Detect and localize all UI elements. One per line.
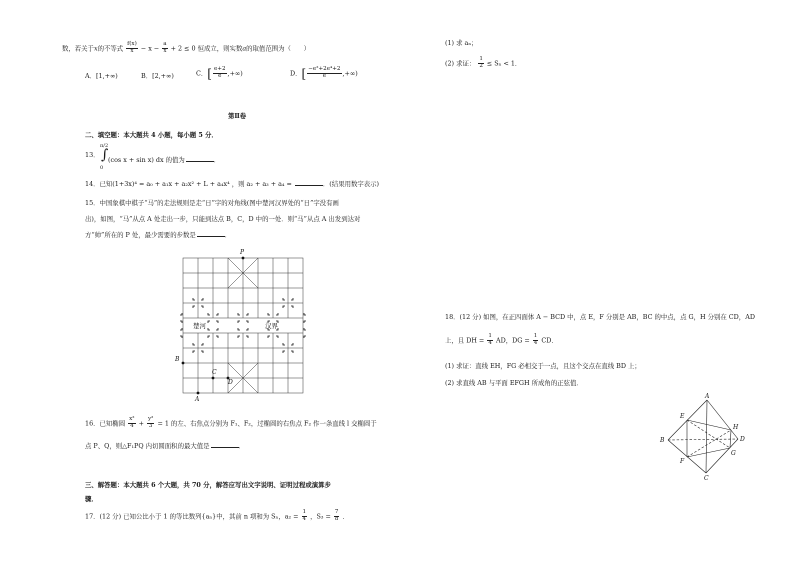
section2-heading: 二、填空题：本大题共 4 小题，每小题 5 分． <box>85 131 218 139</box>
label-d: D <box>228 379 233 386</box>
vertex-label-b: B <box>660 437 665 444</box>
q13: 13． <box>85 151 100 159</box>
point-p <box>242 257 245 260</box>
vertex-label-d: D <box>740 436 745 443</box>
point-label-g: G <box>731 450 736 457</box>
tetrahedron-figure <box>660 395 750 480</box>
answer-blank <box>197 236 225 237</box>
q16-line2: 点 P、Q，则△F₁PQ 内切圆面积的最大值是 ． <box>85 442 245 450</box>
q13-integral: π/2 <box>100 143 109 149</box>
edge-ac <box>706 400 707 473</box>
edge-ad <box>707 400 738 439</box>
label-b: B <box>175 356 180 363</box>
label-p: P <box>240 249 245 256</box>
point-b <box>182 362 185 365</box>
q18-part2: (2) 求直线 AB 与平面 EFGH 所成角的正弦值． <box>445 379 583 387</box>
option-b: B．[2,+∞) <box>141 72 174 80</box>
q18-line2: 上，且 DH = $\frac{1}{4}$ AD，DG = $\frac{1}{4}$ CD． <box>445 333 558 346</box>
edge-eg-hidden <box>687 420 730 448</box>
point-a <box>197 392 200 395</box>
river-left-label: 楚河 <box>193 322 206 330</box>
point-label-f: F <box>680 458 685 465</box>
option-c: C．[ $\frac{e+2}{e}$ ,+∞) <box>196 66 243 81</box>
q18-line1: 18．(12 分) 如图，在正四面体 A − BCD 中，点 E，F 分别是 AB，BC 的中点，点 G，H 分别在 CD，AD <box>445 313 755 321</box>
q15-line1: 15．中国象棋中棋子“马”的走法规则是走“日”字的对角线(图中楚河汉界处的“日”字没有画 <box>85 199 339 207</box>
top-question-stem: 数，若关于x的不等式 $\frac{f(x)}{x}$ − x − $\frac{a}{x}$ + 2 ≤ 0 恒成立，则实数a的取值范围为（ ） <box>62 41 311 54</box>
q15-line2: 出)，如图，“马”从点 A 处走出一步，只能到达点 B，C，D 中的一处．则“马”从点 A 出发到达对 <box>85 215 361 223</box>
edge-bd-hidden <box>668 439 738 440</box>
chess-board-figure <box>175 249 315 403</box>
label-c: C <box>212 369 217 376</box>
q14: 14．已知(1+3x)⁴ = a₀ + a₁x + a₂x² + L + a₄x⁴ ，则 a₂ + a₃ + a₄ = ．(结果用数字表示) <box>85 180 380 188</box>
label-a: A <box>195 396 200 403</box>
integral-sign: ∫ <box>101 147 109 163</box>
volume-title: 第Ⅱ卷 <box>228 112 247 120</box>
q16-line1: 16．已知椭圆 $\frac{\text{x²}}{4}$ + $\frac{\text{y²}}{3}$ = 1 的左、右焦点分别为 F₁、F₂，过椭圆的右焦点 F₂ 作一条直线 l 交椭圆于 <box>85 416 377 429</box>
q17: 17．(12 分) 已知公比小于 1 的等比数列{aₙ}中，其前 n 项和为 Sₙ，a₂ = $\frac{1}{4}$ ，S₃ = $\frac{7}{8}$ ． <box>85 509 349 522</box>
point-label-h: H <box>733 424 739 431</box>
q13-integral-lower: 0 <box>100 165 104 171</box>
q15-line3: 方“帅”所在的 P 处，最少需要的步数是 ． <box>85 231 232 239</box>
option-d: D．[ $\frac{\text{−e²+2e⁴+2}}{e}$ ,+∞) <box>290 66 358 81</box>
section3-heading-line2: 骤． <box>85 495 98 503</box>
point-c <box>212 377 215 380</box>
q17-part2: (2) 求证： $\frac{1}{2}$ ≤ Sₙ < 1． <box>445 56 522 69</box>
edge-fg <box>687 448 730 457</box>
option-a: A．[1,+∞) <box>85 72 118 80</box>
vertex-label-a: A <box>705 393 710 400</box>
q13-expr: (cos x + sin x) dx 的值为 ． <box>108 156 221 164</box>
vertex-label-c: C <box>704 475 709 482</box>
section3-heading-line1: 三、解答题：本大题共 6 个大题，共 70 分，解答应写出文字说明、证明过程或演算步 <box>85 481 331 489</box>
river-right-label: 汉界 <box>265 322 278 330</box>
point-label-e: E <box>680 413 685 420</box>
q18-part1: (1) 求证：直线 EH，FG 必相交于一点，且这个交点在直线 BD 上； <box>445 362 641 370</box>
q17-part1: (1) 求 aₙ； <box>445 39 478 47</box>
answer-blank <box>295 185 323 186</box>
answer-blank <box>186 161 214 162</box>
answer-blank <box>211 447 239 448</box>
